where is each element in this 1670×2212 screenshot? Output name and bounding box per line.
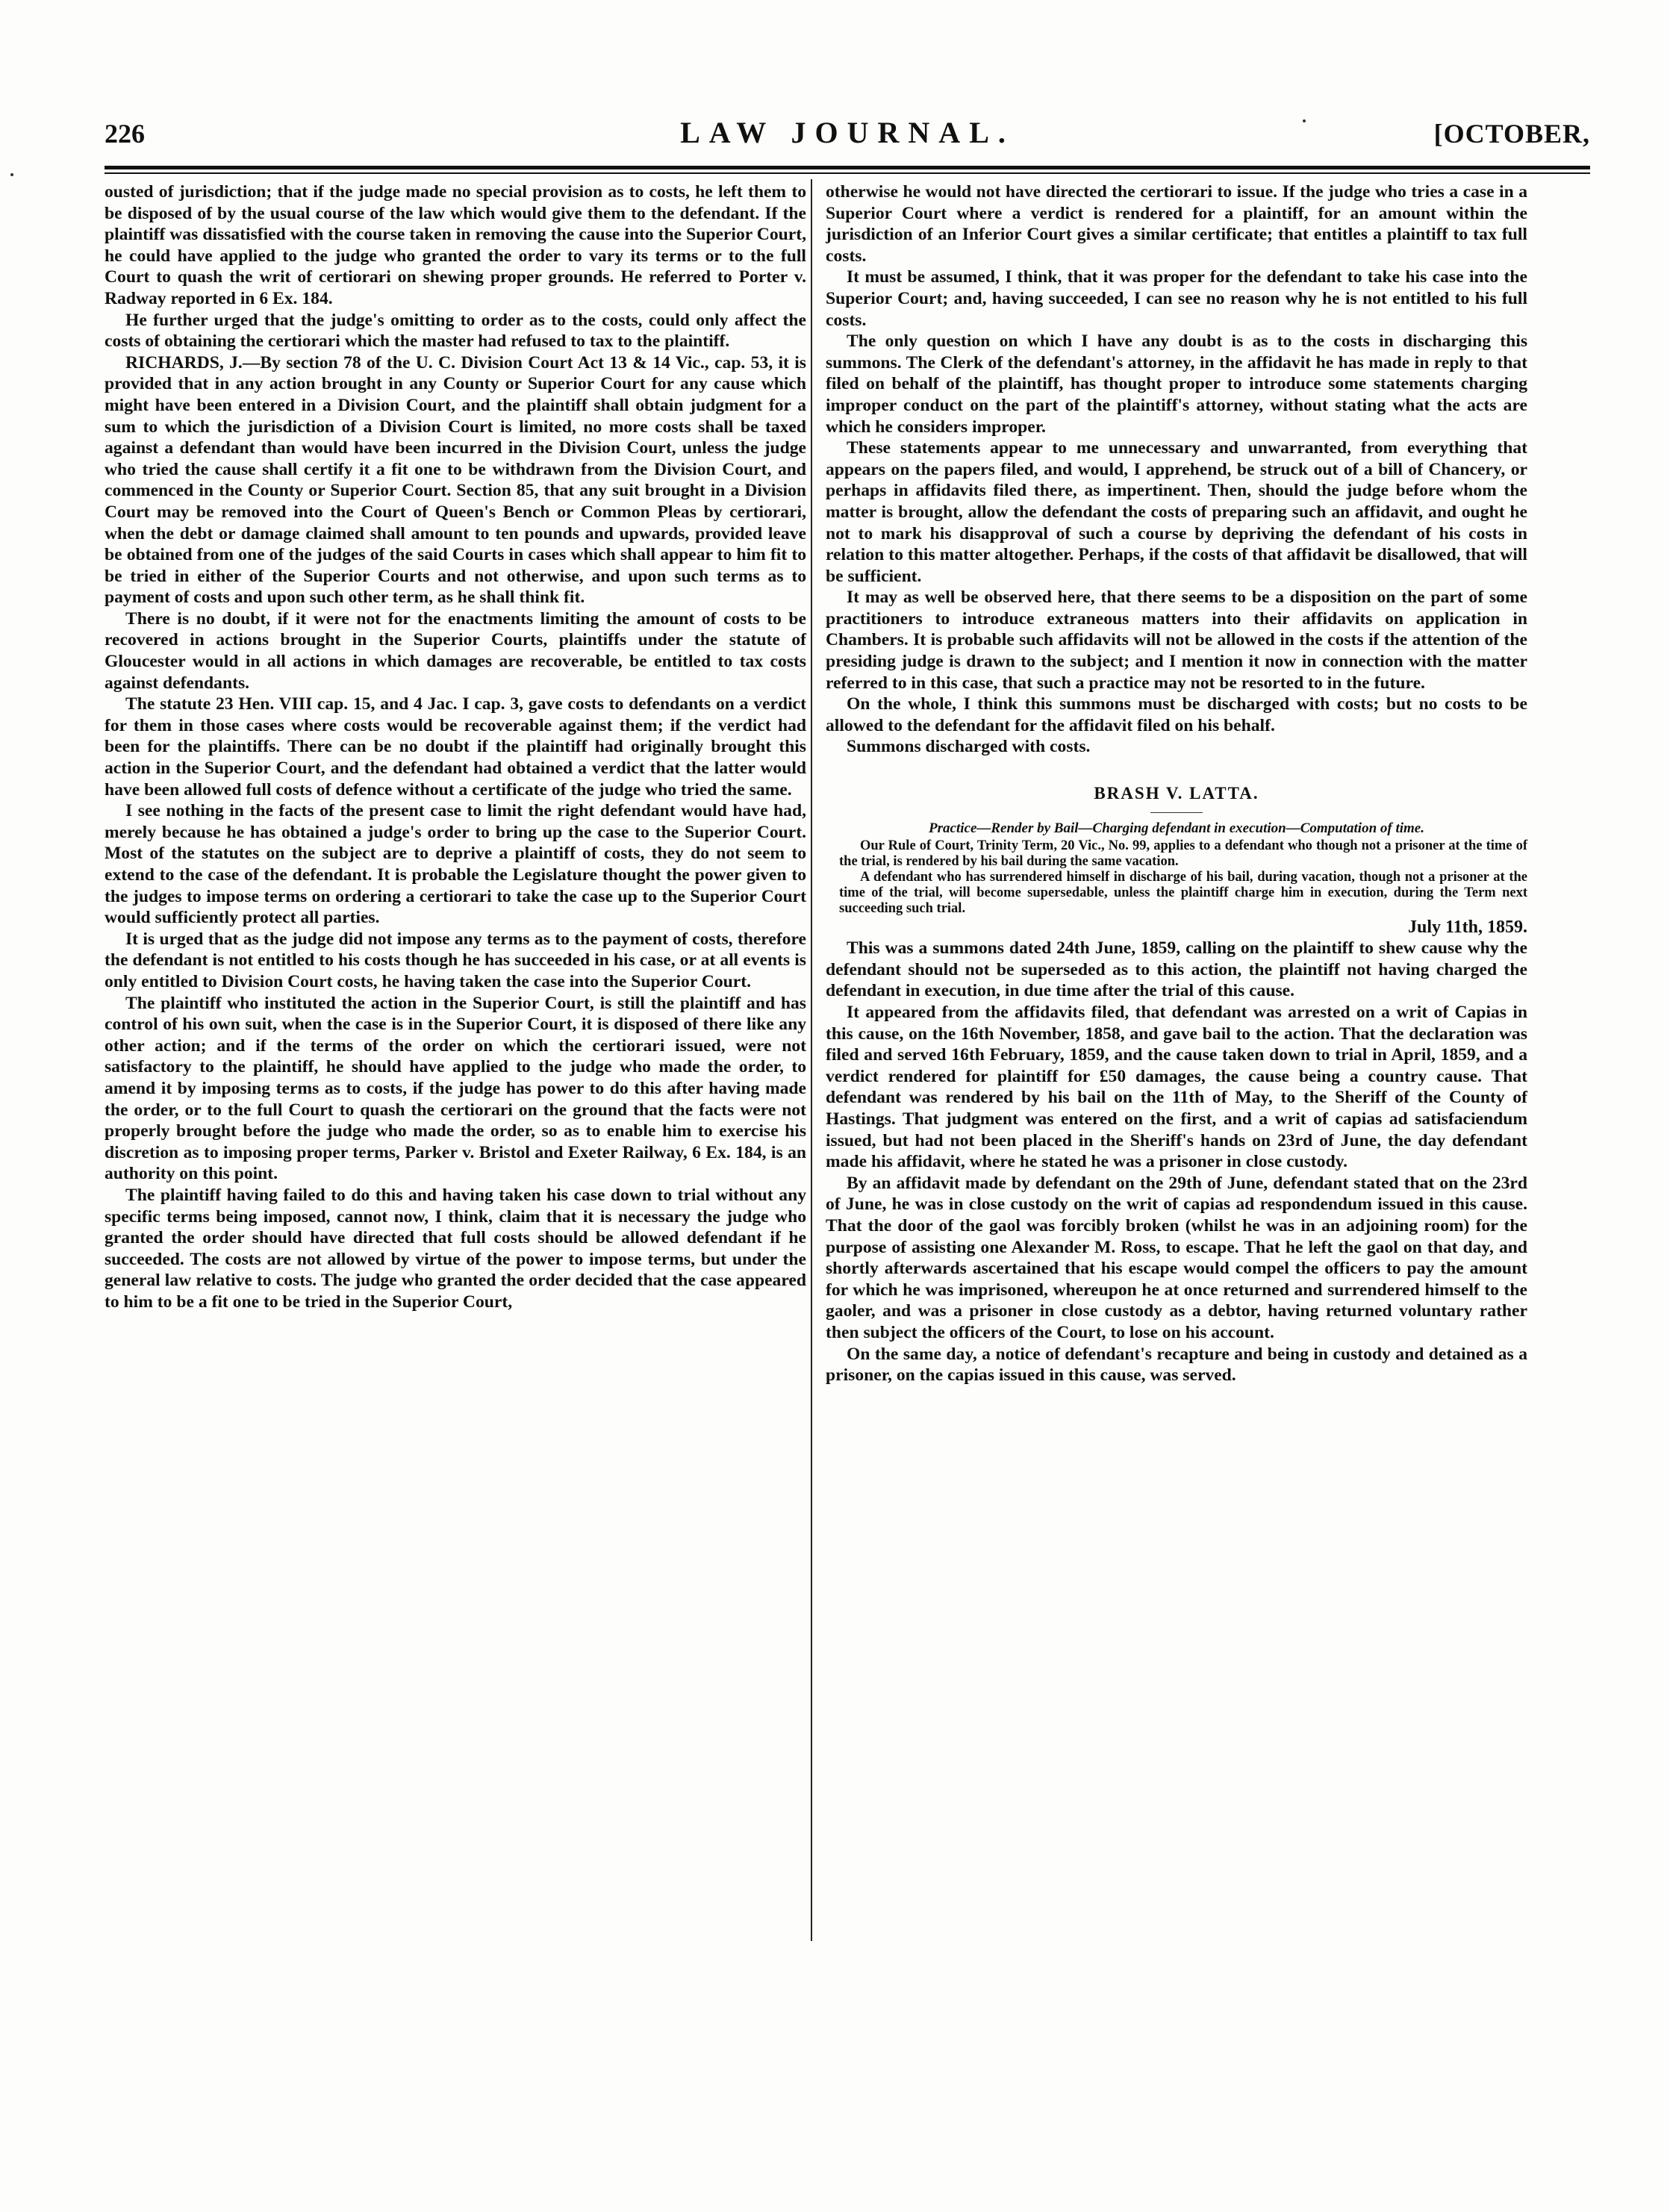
running-title: LAW JOURNAL. [680, 116, 1015, 149]
paragraph: The statute 23 Hen. VIII cap. 15, and 4 Jac. I cap. 3, gave costs to defendants on a verdict for them in those cases where costs would be recoverable against them; if the verdict had been for the plaintiffs. There can be no doubt if the plaintiff had originally brought this action in the Superior Court, and the defendant had obtained a verdict that the latter would have been allowed full costs of defence without a certificate of the judge who tried the same. [105, 694, 806, 800]
paragraph: This was a summons dated 24th June, 1859, calling on the plaintiff to shew cause why the defendant should not be superseded as to this action, the plaintiff not having charged the defendant in execution, in due time after the trial of this cause. [826, 938, 1527, 1001]
case-title-rule [1150, 812, 1203, 813]
header-dot [1303, 119, 1306, 122]
month-label: [OCTOBER, [1433, 119, 1590, 149]
right-column [826, 181, 1527, 1386]
column-divider [811, 179, 812, 1941]
left-column [105, 181, 806, 1312]
page-number: 226 [105, 119, 145, 149]
margin-mark [10, 173, 13, 176]
page-header [105, 112, 1590, 157]
paragraph: ousted of jurisdiction; that if the judge made no special provision as to costs, he left them to be disposed of by the usual course of the law which would give them to the defendant. If the plaintiff was dissatisfied with the course taken in removing the cause into the Superior Court, he could have applied to the judge who granted the order to vary its terms or to the full Court to quash the writ of certiorari on shewing proper grounds. He referred to Porter v. Radway reported in 6 Ex. 184. [105, 182, 806, 308]
header-rule-thin [105, 172, 1590, 174]
paragraph: The only question on which I have any doubt is as to the costs in discharging this summons. The Clerk of the defendant's attorney, in the affidavit he has made in reply to that filed on behalf of the plaintiff, has thought proper to introduce some statements charging improper conduct on the part of the plaintiff's attorney, without stating what the acts are which he considers improper. [826, 331, 1527, 437]
paragraph: By an affidavit made by defendant on the 29th of June, defendant stated that on the 23rd of June, he was in close custody on the writ of capias ad respondendum issued in this cause. That the door of the gaol was forcibly broken (whilst he was in an adjoining room) for the purpose of assisting one Alexander M. Ross, to escape. That he left the gaol on that day, and shortly afterwards ascertained that his escape would compel the officers to pay the amount for which he was imprisoned, whereupon he at once returned and surrendered himself to the gaoler, and was a prisoner in close custody as a debtor, having returned voluntary rather then subject the officers of the Court, to lose on his account. [826, 1173, 1527, 1342]
case-heading [826, 783, 1527, 813]
paragraph: On the same day, a notice of defendant's recapture and being in custody and detained as a prisoner, on the capias issued in this cause, was served. [826, 1344, 1527, 1386]
paragraph: RICHARDS, J.—By section 78 of the U. C. Division Court Act 13 & 14 Vic., cap. 53, it is provided that in any action brought in any County or Superior Court for any cause which might have been entered in a Division Court, and the plaintiff shall obtain judgment for a sum to which the jurisdiction of a Division Court is limited, no more costs shall be taxed against a defendant than would have been incurred in the Division Court, unless the judge who tried the cause shall certify it a fit one to be withdrawn from the Division Court, and commenced in the County or Superior Court. Section 85, that any suit brought in a Division Court may be removed into the Court of Queen's Bench or Common Pleas by certiorari, when the debt or damage claimed shall amount to ten pounds and upwards, provided leave be obtained from one of the judges of the said Courts in cases which shall appear to him fit to be tried in either of the Superior Courts and not otherwise, and upon such terms as to payment of costs and upon such other term, as he shall think fit. [105, 352, 806, 608]
paragraph: On the whole, I think this summons must be discharged with costs; but no costs to be allowed to the defendant for the affidavit filed on his behalf. [826, 694, 1527, 735]
paragraph: It is urged that as the judge did not impose any terms as to the payment of costs, therefore the defendant is not entitled to his costs though he has succeeded in his case, or at all events is only entitled to Division Court costs, he having taken the case into the Superior Court. [105, 929, 806, 991]
paragraph: There is no doubt, if it were not for the enactments limiting the amount of costs to be recovered in actions brought in the Superior Courts, plaintiffs under the statute of Gloucester would in all actions in which damages are recoverable, be entitled to tax costs against defendants. [105, 608, 806, 693]
paragraph: The plaintiff who instituted the action in the Superior Court, is still the plaintiff and has control of his own suit, when the case is in the Superior Court, it is disposed of there like any other action; and if the terms of the order on which the certiorari issued, were not satisfactory to the plaintiff, he should have applied to the judge who made the order, to amend it by imposing terms as to costs, if the judge has power to do this after having made the order, or to the full Court to quash the certiorari on the ground that the facts were not properly brought before the judge who made the order, so as to enable him to exercise his discretion as to imposing proper terms, Parker v. Bristol and Exeter Railway, 6 Ex. 184, is an authority on this point. [105, 993, 806, 1184]
paragraph: I see nothing in the facts of the present case to limit the right defendant would have had, merely because he has obtained a judge's order to bring up the case to the Superior Court. Most of the statutes on the subject are to deprive a plaintiff of costs, they do not seem to extend to the case of the defendant. It is probable the Legislature thought the power given to the judges to impose terms on ordering a certiorari to take the case up to the Superior Court would sufficiently protect all parties. [105, 801, 806, 928]
paragraph: The plaintiff having failed to do this and having taken his case down to trial without any specific terms being imposed, cannot now, I think, claim that it is necessary the judge who granted the order should have directed that full costs should be allowed defendant if he succeeded. The costs are not allowed by virtue of the power to impose terms, but under the general law relative to costs. The judge who granted the order decided that the case appeared to him to be a fit one to be tried in the Superior Court, [105, 1185, 806, 1312]
paragraph: Summons discharged with costs. [847, 737, 1091, 757]
paragraph: otherwise he would not have directed the certiorari to issue. If the judge who tries a case in a Superior Court where a verdict is rendered for a plaintiff, for an amount within the jurisdiction of an Inferior Court gives a similar certificate; that entitles a plaintiff to tax full costs. [826, 182, 1527, 266]
paragraph: He further urged that the judge's omitting to order as to the costs, could only affect the costs of obtaining the certiorari which the master had refused to tax to the plaintiff. [105, 310, 806, 352]
case-title: BRASH V. LATTA. [1094, 784, 1259, 803]
headnote-subject: Practice—Render by Bail—Charging defendant in execution—Computation of time. [929, 820, 1424, 836]
header-rule-thick [105, 166, 1590, 169]
decision-date: July 11th, 1859. [1407, 917, 1527, 937]
paragraph: It may as well be observed here, that there seems to be a disposition on the part of some practitioners to introduce extraneous matters into their affidavits on application in Chambers. It is probable such affidavits will not be allowed in the costs if the attention of the presiding judge is drawn to the subject; and I mention it now in connection with the matter referred to in this case, that such a practice may not be resorted to in the future. [826, 588, 1527, 693]
headnote: A defendant who has surrendered himself in discharge of his bail, during vacation, though not a prisoner at the time of the trial, will become supersedable, unless the plaintiff charge him in execution, during the Term next succeeding such trial. [839, 869, 1527, 916]
paragraph: It appeared from the affidavits filed, that defendant was arrested on a writ of Capias in this cause, on the 16th November, 1858, and gave bail to the action. That the declaration was filed and served 16th February, 1859, and the cause taken down to trial in April, 1859, and a verdict rendered for plaintiff for £50 damages, the cause being a country cause. That defendant was rendered by his bail on the 11th of May, to the Sheriff of the County of Hastings. That judgment was entered on the first, and a writ of capias ad satisfaciendum issued, but had not been placed in the Sheriff's hands on 23rd of June, the day defendant made his affidavit, where he stated he was a prisoner in close custody. [826, 1003, 1527, 1172]
headnote: Our Rule of Court, Trinity Term, 20 Vic., No. 99, applies to a defendant who though not a prisoner at the time of the trial, is rendered by his bail during the same vacation. [839, 838, 1527, 869]
paragraph: It must be assumed, I think, that it was proper for the defendant to take his case into the Superior Court; and, having succeeded, I can see no reason why he is not entitled to his full costs. [826, 267, 1527, 330]
paragraph: These statements appear to me unnecessary and unwarranted, from everything that appears on the papers filed, and would, I apprehend, be struck out of a bill of Chancery, or perhaps in affidavits filed there, as impertinent. Then, should the judge before whom the matter is brought, allow the defendant the costs of preparing such an affidavit, and ought he not to mark his disapproval of such a course by depriving the defendant of his costs in relation to this matter altogether. Perhaps, if the costs of that affidavit be disallowed, that will be sufficient. [826, 438, 1527, 586]
